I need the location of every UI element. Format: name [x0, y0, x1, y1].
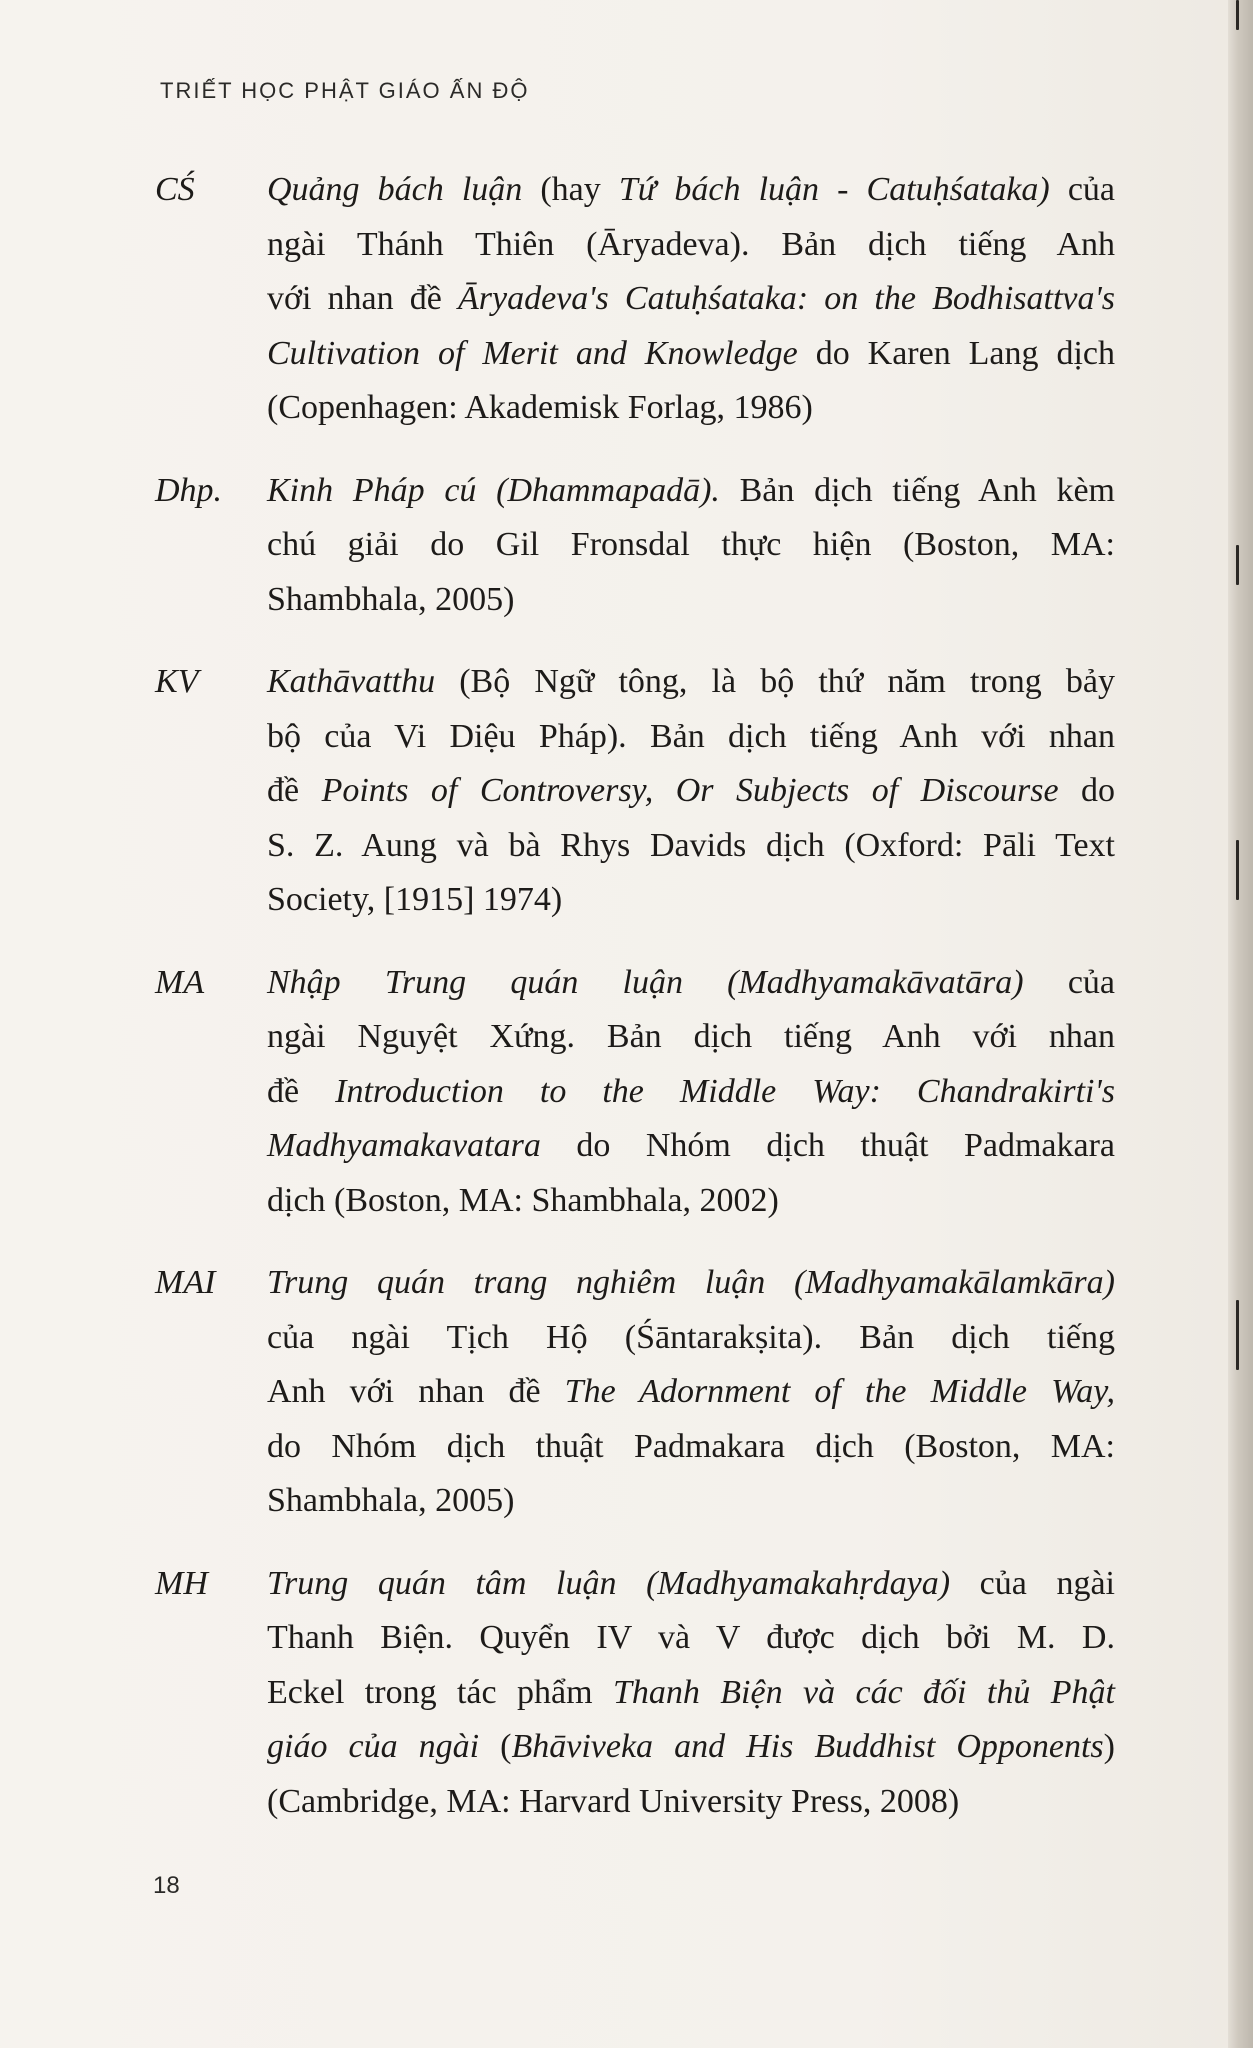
abbreviation-entry — [155, 1256, 1115, 1529]
description-line — [267, 873, 1115, 928]
entry-abbreviation: KV — [155, 663, 199, 700]
description-text: Thanh Biện. Quyển IV và V được dịch bởi M. D. — [267, 1619, 1115, 1656]
description-line — [267, 710, 1115, 765]
description-line — [267, 1775, 1115, 1830]
description-text: Society, [1915] 1974) — [267, 881, 563, 918]
italic-title-text: The Adornment of the Middle Way, — [564, 1373, 1115, 1410]
description-text: chú giải do Gil Fronsdal thực hiện (Boston, MA: — [267, 526, 1115, 563]
entry-abbreviation: CŚ — [155, 171, 195, 208]
description-text: đề — [267, 772, 322, 809]
description-text: ngài Nguyệt Xứng. Bản dịch tiếng Anh với nhan — [267, 1018, 1115, 1055]
italic-title-text: Thanh Biện và các đối thủ Phật — [612, 1673, 1115, 1711]
abbreviation-entry — [155, 1557, 1115, 1830]
description-text: của ngài Tịch Hộ (Śāntarakṣita). Bản dịch tiếng — [267, 1318, 1115, 1356]
description-text: Eckel trong tác phẩm — [267, 1673, 613, 1711]
italic-title-text: Introduction to the Middle Way: Chandrakirti's — [335, 1072, 1115, 1110]
description-text: của — [1049, 171, 1116, 208]
edge-mark — [1236, 0, 1239, 30]
italic-title-text: Bhāviveka and His Buddhist Opponents — [511, 1728, 1104, 1765]
description-text: do Karen Lang dịch — [797, 334, 1115, 372]
description-line — [267, 1474, 1115, 1529]
description-line — [267, 819, 1115, 874]
entry-description — [267, 464, 1115, 628]
entry-description — [267, 655, 1115, 928]
description-text: dịch (Boston, MA: Shambhala, 2002) — [267, 1181, 779, 1219]
entry-abbreviation: MH — [155, 1564, 208, 1602]
description-line — [267, 327, 1115, 382]
italic-title-text: Quảng bách luận — [267, 171, 523, 208]
description-text: (Copenhagen: Akademisk Forlag, 1986) — [267, 389, 813, 426]
description-line — [267, 163, 1115, 218]
description-line — [267, 1557, 1115, 1612]
description-text: Bản dịch tiếng Anh kèm — [719, 471, 1115, 509]
abbreviation-entry — [155, 956, 1115, 1229]
italic-title-text: Kathāvatthu — [267, 663, 436, 700]
description-line — [267, 381, 1115, 436]
abbreviation-entry — [155, 655, 1115, 928]
edge-mark — [1236, 545, 1239, 585]
description-text: do — [1058, 772, 1116, 809]
italic-title-text: Cultivation of Merit and Knowledge — [267, 334, 798, 372]
italic-title-text: Tứ bách luận - Catuḥśataka) — [618, 171, 1050, 208]
description-line — [267, 1611, 1115, 1666]
entry-description — [267, 163, 1115, 436]
page-edge — [1228, 0, 1253, 2048]
running-head: TRIẾT HỌC PHẬT GIÁO ẤN ĐỘ — [160, 78, 530, 103]
entry-description — [267, 956, 1115, 1229]
description-line — [267, 1420, 1115, 1475]
description-text: (Cambridge, MA: Harvard University Press, 2008) — [267, 1782, 960, 1820]
entry-abbreviation: MA — [155, 963, 205, 1001]
italic-title-text: Kinh Pháp cú (Dhammapadā). — [267, 471, 720, 509]
description-text: Shambhala, 2005) — [267, 1482, 515, 1519]
italic-title-text: Madhyamakavatara — [267, 1127, 541, 1164]
description-text: ) — [1103, 1728, 1115, 1765]
description-line — [267, 655, 1115, 710]
italic-title-text: giáo của ngài — [267, 1728, 480, 1765]
entry-description — [267, 1256, 1115, 1529]
description-line — [267, 1065, 1115, 1120]
entry-abbreviation: Dhp. — [155, 471, 223, 509]
description-line — [267, 518, 1115, 573]
edge-mark — [1236, 1300, 1239, 1370]
entry-description — [267, 1557, 1115, 1830]
description-line — [267, 1119, 1115, 1174]
description-text: ( — [479, 1728, 512, 1765]
description-line — [267, 1174, 1115, 1229]
description-line — [267, 218, 1115, 273]
description-line — [267, 956, 1115, 1011]
italic-title-text: Points of Controversy, Or Subjects of Discourse — [321, 772, 1059, 809]
entry-abbreviation: MAI — [155, 1264, 216, 1301]
description-line — [267, 573, 1115, 628]
italic-title-text: Nhập Trung quán luận (Madhyamakāvatāra) — [267, 963, 1024, 1001]
description-line — [267, 464, 1115, 519]
abbreviation-entry — [155, 163, 1115, 436]
edge-mark — [1236, 840, 1239, 900]
page-number: 18 — [153, 1872, 180, 1899]
description-text: (Bộ Ngữ tông, là bộ thứ năm trong bảy — [435, 663, 1115, 700]
italic-title-text: Āryadeva's Catuḥśataka: on the Bodhisattva's — [458, 280, 1116, 317]
description-line — [267, 764, 1115, 819]
description-text: do Nhóm dịch thuật Padmakara — [540, 1127, 1115, 1164]
description-text: Anh với nhan đề — [267, 1373, 565, 1410]
italic-title-text: Trung quán tâm luận (Madhyamakahṛdaya) — [267, 1564, 951, 1602]
description-text: của ngài — [950, 1564, 1115, 1602]
description-text: đề — [267, 1072, 336, 1110]
description-line — [267, 272, 1115, 327]
italic-title-text: Trung quán trang nghiêm luận (Madhyamakālamkāra) — [267, 1264, 1115, 1301]
description-line — [267, 1666, 1115, 1721]
description-text: với nhan đề — [267, 280, 459, 317]
abbreviation-list — [155, 163, 1115, 1857]
description-text: ngài Thánh Thiên (Āryadeva). Bản dịch tiếng Anh — [267, 225, 1115, 263]
description-text: Shambhala, 2005) — [267, 580, 515, 618]
abbreviation-entry — [155, 464, 1115, 628]
description-text: của — [1023, 963, 1115, 1001]
description-line — [267, 1010, 1115, 1065]
description-line — [267, 1720, 1115, 1775]
description-line — [267, 1365, 1115, 1420]
description-line — [267, 1311, 1115, 1366]
description-text: S. Z. Aung và bà Rhys Davids dịch (Oxford: Pāli Text — [267, 826, 1115, 864]
description-text: do Nhóm dịch thuật Padmakara dịch (Boston, MA: — [267, 1427, 1115, 1465]
description-line — [267, 1256, 1115, 1311]
description-text: (hay — [522, 171, 619, 208]
description-text: bộ của Vi Diệu Pháp). Bản dịch tiếng Anh với nhan — [267, 717, 1115, 755]
